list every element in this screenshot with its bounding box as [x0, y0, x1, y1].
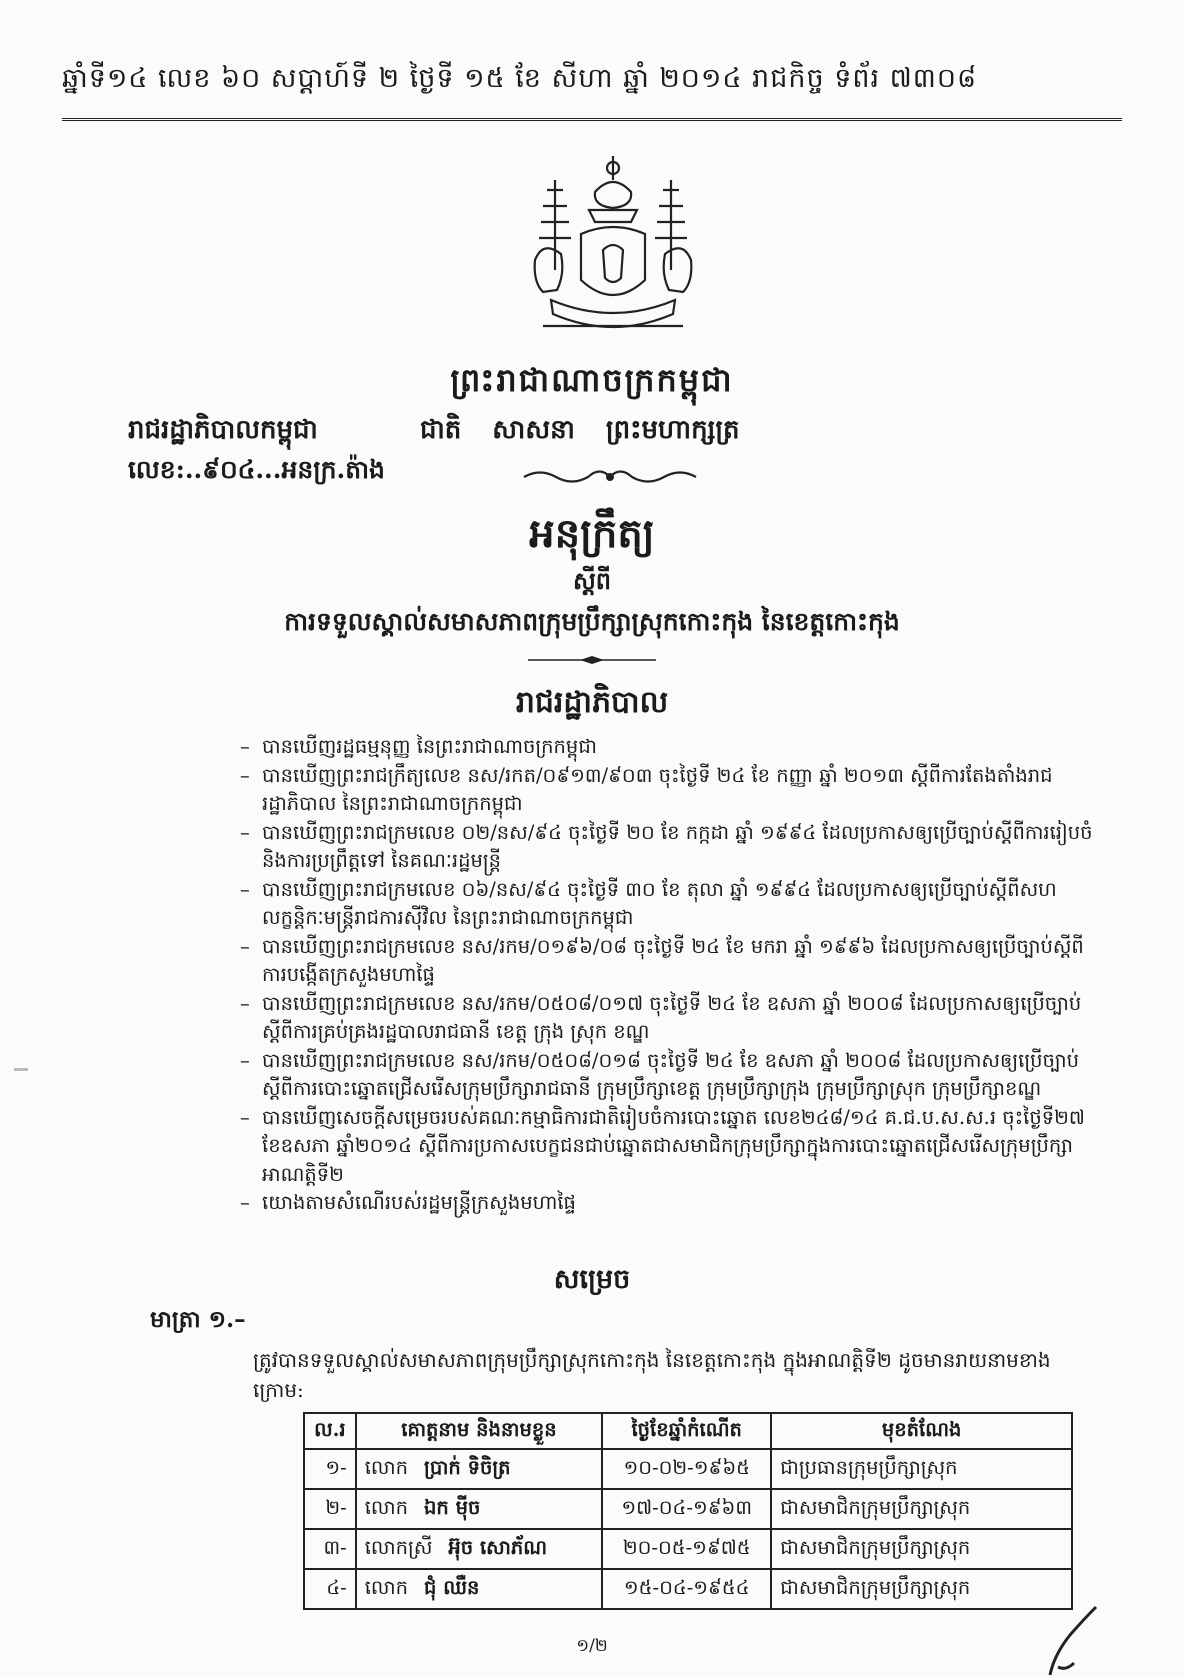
gazette-header: ឆ្នាំទី១៤ លេខ ៦០ សប្តាហ៍ទី ២ ថ្ងៃទី ១៥ ខែ សីហា ឆ្នាំ ២០១៤ រាជកិច្ច ទំព័រ ៧៣០៨ [62, 63, 978, 94]
member-dob: ១៥-០៤-១៩៥៤ [602, 1569, 771, 1609]
consideration-item: – បានឃើញរដ្ឋធម្មនុញ្ញ នៃព្រះរាជាណាចក្រកម្ពុជា [240, 733, 1100, 762]
subject-divider [528, 655, 656, 665]
consideration-item: – បានឃើញព្រះរាជក្រមលេខ នស/រកម/០៥០៨/០១៨ ចុះថ្ងៃទី ២៤ ខែ ឧសភា ឆ្នាំ ២០០៨ ដែលប្រកាសឲ្យប្រើច្បាប់ស្តីពីការបោះឆ្នោតជ្រើសរើសក្រុមប្រឹក្សារាជធានី ក្រុមប្រឹក្សាខេត្ត ក្រុមប្រឹក្សាក្រុង ក្រុមប្រឹក្សាស្រុក ក្រុមប្រឹក្សាខណ្ឌ [240, 1047, 1100, 1104]
member-title: លោក [364, 1495, 409, 1519]
issuer-heading: រាជរដ្ឋាភិបាល [515, 685, 669, 720]
member-name: ជុំ ឈឺន [424, 1575, 480, 1599]
member-title: លោក [364, 1455, 409, 1479]
row-number: ៤- [304, 1569, 356, 1609]
table-header-row [304, 1413, 1072, 1449]
royal-coat-of-arms-icon [513, 150, 713, 350]
member-title: លោកស្រី [364, 1535, 433, 1559]
member-position: ជាសមាជិកក្រុមប្រឹក្សាស្រុក [771, 1529, 1072, 1569]
row-number: ១- [304, 1449, 356, 1489]
table-row [304, 1569, 1072, 1609]
member-dob: ១៧-០៤-១៩៦៣ [602, 1489, 771, 1529]
consideration-item: – បានឃើញព្រះរាជក្រមលេខ នស/រកម/០៥០៨/០១៧ ចុះថ្ងៃទី ២៤ ខែ ឧសភា ឆ្នាំ ២០០៨ ដែលប្រកាសឲ្យប្រើច្បាប់ស្តីពីការគ្រប់គ្រងរដ្ឋបាលរាជធានី ខេត្ត ក្រុង ស្រុក ខណ្ឌ [240, 990, 1100, 1047]
row-number: ២- [304, 1489, 356, 1529]
member-position: ជាប្រធានក្រុមប្រឹក្សាស្រុក [771, 1449, 1072, 1489]
kingdom-title: ព្រះរាជាណាចក្រកម្ពុជា [450, 361, 734, 399]
consideration-item: – បានឃើញសេចក្តីសម្រេចរបស់គណៈកម្មាធិការជាតិរៀបចំការបោះឆ្នោត លេខ២៤៨/១៤ គ.ជ.ប.ស.ស.រ ចុះថ្ងៃទី២៧ ខែឧសភា ឆ្នាំ២០១៤ ស្តីពីការប្រកាសបេក្ខជនជាប់ឆ្នោតជាសមាជិកក្រុមប្រឹក្សាក្នុងការបោះឆ្នោតជ្រើសរើសក្រុមប្រឹក្សា អាណត្តិទី២ [240, 1104, 1100, 1190]
table-row [304, 1449, 1072, 1489]
member-name: ឯក មុីច [424, 1495, 481, 1519]
document-subject: ការទទួលស្គាល់សមាសភាពក្រុមប្រឹក្សាស្រុកកោះកុង នៃខេត្តកោះកុង [284, 607, 900, 636]
table-row [304, 1489, 1072, 1529]
column-header-name: គោត្តនាម និងនាមខ្លួន [356, 1413, 602, 1449]
member-position: ជាសមាជិកក្រុមប្រឹក្សាស្រុក [771, 1489, 1072, 1529]
member-name: អ៊ុច សោភ័ណ [448, 1535, 548, 1559]
row-number: ៣- [304, 1529, 356, 1569]
consideration-item: – បានឃើញព្រះរាជក្រមលេខ នស/រកម/០១៩៦/០៨ ចុះថ្ងៃទី ២៤ ខែ មករា ឆ្នាំ ១៩៩៦ ដែលប្រកាសឲ្យប្រើច្បាប់ស្តីពីការបង្កើតក្រសួងមហាផ្ទៃ [240, 933, 1100, 990]
consideration-item: – បានឃើញព្រះរាជក្រឹត្យលេខ នស/រកត/០៩១៣/៩០៣ ចុះថ្ងៃទី ២៤ ខែ កញ្ញា ឆ្នាំ ២០១៣ ស្តីពីការតែងតាំងរាជរដ្ឋាភិបាល នៃព្រះរាជាណាចក្រកម្ពុជា [240, 762, 1100, 819]
member-name-cell [356, 1449, 602, 1489]
column-header-position: មុខតំណែង [771, 1413, 1072, 1449]
member-name-cell [356, 1529, 602, 1569]
member-position: ជាសមាជិកក្រុមប្រឹក្សាស្រុក [771, 1569, 1072, 1609]
article-body: ត្រូវបានទទួលស្គាល់សមាសភាពក្រុមប្រឹក្សាស្រុកកោះកុង នៃខេត្តកោះកុង ក្នុងអាណត្តិទី២ ដូចមានរាយនាមខាងក្រោម: [253, 1348, 1051, 1402]
header-rule [62, 118, 1122, 121]
national-motto: ជាតិ សាសនា ព្រះមហាក្សត្រ [420, 415, 740, 445]
considerations-list [240, 733, 1100, 1218]
consideration-item: – បានឃើញព្រះរាជក្រមលេខ ០២/នស/៩៤ ចុះថ្ងៃទី ២០ ខែ កក្កដា ឆ្នាំ ១៩៩៤ ដែលប្រកាសឲ្យប្រើច្បាប់ស្តីពីការរៀបចំ និងការប្រព្រឹត្តទៅ នៃគណៈរដ្ឋមន្ត្រី [240, 819, 1100, 876]
member-dob: ១០-០២-១៩៦៥ [602, 1449, 771, 1489]
page-number: ១/២ [576, 1636, 608, 1656]
consideration-item: – បានឃើញព្រះរាជក្រមលេខ ០៦/នស/៩៤ ចុះថ្ងៃទី ៣០ ខែ តុលា ឆ្នាំ ១៩៩៤ ដែលប្រកាសឲ្យប្រើច្បាប់ស្តីពីសហលក្ខន្តិកៈមន្ត្រីរាជការស៊ីវិល នៃព្រះរាជាណាចក្រកម្ពុជា [240, 876, 1100, 933]
decorative-ornament-icon [520, 466, 700, 488]
member-name: ប្រាក់ ទិចិត្រ [424, 1455, 511, 1479]
column-header-number: ល.រ [304, 1413, 356, 1449]
column-header-dob: ថ្ងៃខែឆ្នាំកំណើត [602, 1413, 771, 1449]
table-row [304, 1529, 1072, 1569]
document-type: អនុក្រឹត្យ [529, 510, 655, 557]
member-name-cell [356, 1569, 602, 1609]
member-name-cell [356, 1489, 602, 1529]
document-number: លេខ:..៩០៤...អនក្រ.ត៉ាង [128, 455, 385, 484]
member-title: លោក [364, 1575, 409, 1599]
members-table [303, 1412, 1073, 1610]
consideration-item: – យោងតាមសំណើរបស់រដ្ឋមន្ត្រីក្រសួងមហាផ្ទៃ [240, 1189, 1100, 1218]
article-label: មាត្រា ១.– [150, 1306, 246, 1333]
scan-margin-mark [14, 1068, 28, 1071]
decision-heading: សម្រេច [553, 1264, 631, 1295]
government-name: រាជរដ្ឋាភិបាលកម្ពុជា [128, 415, 318, 445]
member-dob: ២០-០៥-១៩៧៥ [602, 1529, 771, 1569]
about-label: ស្តីពី [572, 566, 612, 595]
handwritten-mark-icon [1040, 1605, 1100, 1678]
